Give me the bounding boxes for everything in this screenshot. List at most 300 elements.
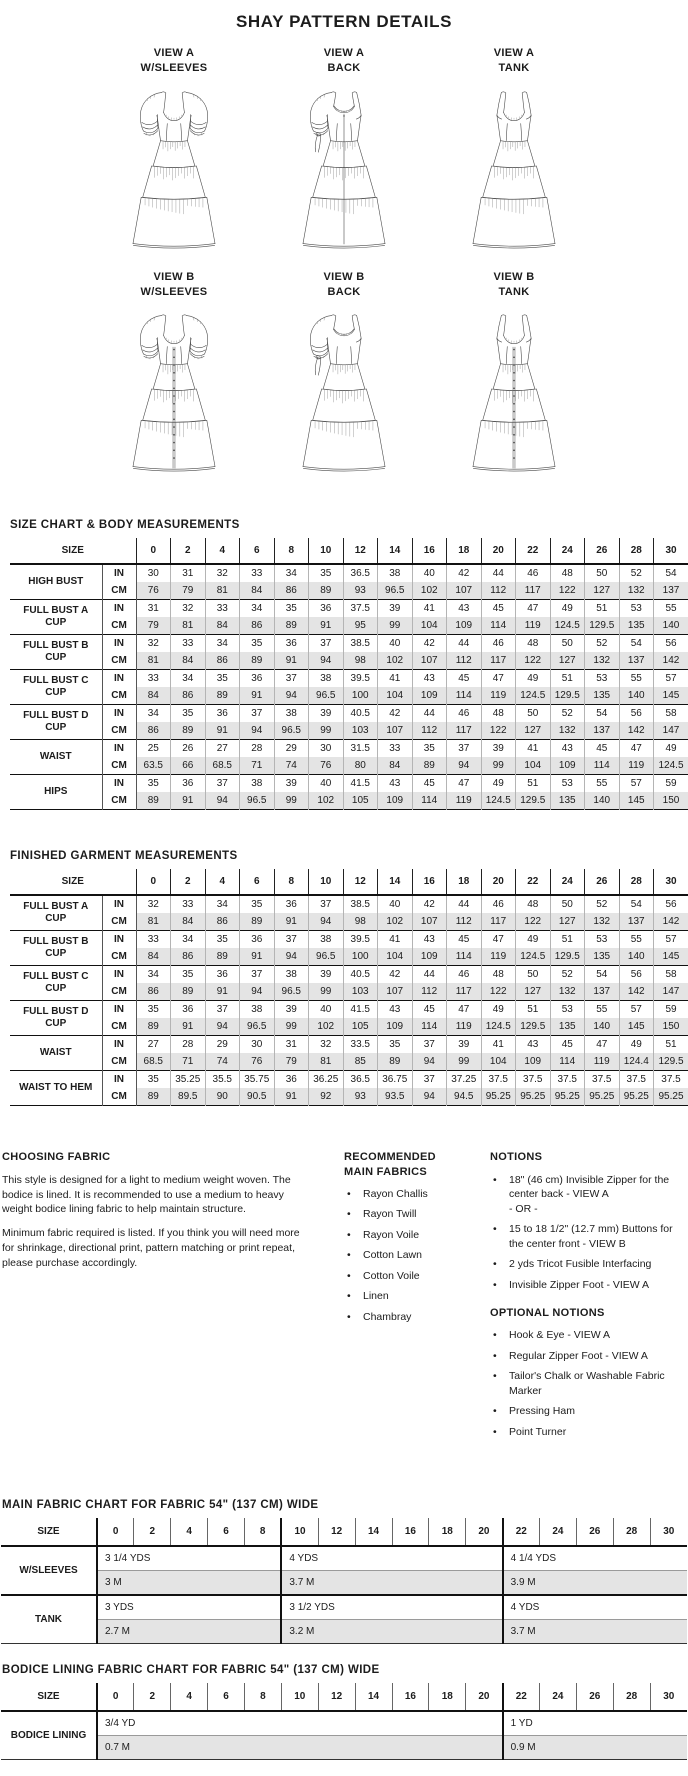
size-header: 8 <box>245 1683 282 1711</box>
measurement-value: 103 <box>343 983 378 1001</box>
measurement-value: 53 <box>550 1001 585 1019</box>
size-header: 22 <box>503 1518 540 1546</box>
measurement-value: 132 <box>585 652 620 670</box>
paragraph: This style is designed for a light to medium weight woven. The bodice is lined. It is recommended to use a medium to heavy weight bodice lining fabric to help maintain structure. <box>2 1173 291 1216</box>
row-label: FULL BUST A CUP <box>10 895 102 931</box>
size-label: SIZE <box>1 1683 97 1711</box>
view-label: VIEW A W/SLEEVES <box>140 47 208 74</box>
measurement-value: 42 <box>412 635 447 653</box>
measurement-value: 51 <box>550 931 585 949</box>
view-label: VIEW B BACK <box>323 270 365 298</box>
measurement-value: 103 <box>343 722 378 740</box>
row-label: W/SLEEVES <box>1 1546 97 1595</box>
measurement-value: 47 <box>447 775 482 793</box>
measurement-value: 30 <box>240 1036 275 1054</box>
measurement-value: 28 <box>171 1036 206 1054</box>
measurement-value: 56 <box>619 966 654 984</box>
measurement-value: 48 <box>516 635 551 653</box>
measurement-value: 117 <box>447 983 482 1001</box>
measurement-value: 35 <box>412 740 447 758</box>
notions-column <box>490 1150 684 1453</box>
measurement-value: 132 <box>550 983 585 1001</box>
unit-label: CM <box>102 687 136 705</box>
table-row <box>1 1711 687 1736</box>
measurement-value: 93.5 <box>378 1088 413 1106</box>
measurement-value: 99 <box>274 1018 309 1036</box>
measurement-value: 26 <box>171 740 206 758</box>
table-row <box>10 722 688 740</box>
bodice-chart-container <box>0 1683 688 1760</box>
measurement-value: 107 <box>378 983 413 1001</box>
measurement-value: 48 <box>481 705 516 723</box>
measurement-value: 94 <box>412 1088 447 1106</box>
measurement-value: 112 <box>447 652 482 670</box>
measurement-value: 86 <box>205 652 240 670</box>
measurement-value: 48 <box>550 564 585 582</box>
measurement-value: 129.5 <box>516 1018 551 1036</box>
measurement-value: 35.75 <box>240 1071 275 1089</box>
size-header: 16 <box>392 1518 429 1546</box>
measurement-value: 37 <box>205 1001 240 1019</box>
measurement-value: 38 <box>274 705 309 723</box>
measurement-value: 137 <box>654 582 688 600</box>
measurement-value: 122 <box>481 983 516 1001</box>
measurement-value: 84 <box>378 757 413 775</box>
table-row <box>10 792 688 810</box>
measurement-value: 89 <box>309 582 344 600</box>
size-header: 0 <box>97 1683 134 1711</box>
measurement-value: 129.5 <box>654 1053 688 1071</box>
measurement-value: 38.5 <box>343 635 378 653</box>
measurement-value: 81 <box>309 1053 344 1071</box>
measurement-value: 114 <box>550 1053 585 1071</box>
measurement-value: 34 <box>136 966 171 984</box>
dress-illustration-b-tank <box>458 304 570 477</box>
measurement-value: 98 <box>343 913 378 931</box>
size-header: 2 <box>171 869 206 895</box>
measurement-value: 39 <box>447 1036 482 1054</box>
size-header: 20 <box>466 1683 503 1711</box>
list-item: • Tailor's Chalk or Washable Fabric Marker <box>490 1369 684 1398</box>
measurement-value: 122 <box>481 722 516 740</box>
list-item: • Rayon Challis <box>344 1187 466 1201</box>
measurement-value: 147 <box>654 722 688 740</box>
measurement-value: 46 <box>447 705 482 723</box>
measurement-value: 36 <box>240 670 275 688</box>
size-header: 16 <box>412 869 447 895</box>
size-header: 4 <box>171 1683 208 1711</box>
measurement-value: 37.5 <box>550 1071 585 1089</box>
measurement-value: 37.5 <box>343 600 378 618</box>
measurement-value: 127 <box>550 652 585 670</box>
measurement-value: 37.5 <box>654 1071 688 1089</box>
measurement-value: 89 <box>205 687 240 705</box>
size-header: 18 <box>429 1683 466 1711</box>
measurement-value: 43 <box>378 1001 413 1019</box>
size-header: 12 <box>343 538 378 564</box>
yardage-value: 3/4 YD <box>97 1711 503 1736</box>
measurement-value: 104 <box>412 617 447 635</box>
size-header: 30 <box>654 538 688 564</box>
measurement-value: 43 <box>516 1036 551 1054</box>
measurement-value: 49 <box>619 1036 654 1054</box>
measurement-value: 41 <box>378 670 413 688</box>
garment-view-a-sleeves <box>104 46 244 254</box>
measurement-value: 38 <box>309 670 344 688</box>
measurement-value: 117 <box>516 582 551 600</box>
measurement-value: 40 <box>378 635 413 653</box>
table-row <box>10 1053 688 1071</box>
measurement-value: 52 <box>585 895 620 913</box>
unit-label: CM <box>102 757 136 775</box>
yardage-value: 3 1/2 YDS <box>281 1595 502 1620</box>
measurement-value: 53 <box>619 600 654 618</box>
row-label: BODICE LINING <box>1 1711 97 1760</box>
measurement-value: 99 <box>274 792 309 810</box>
measurement-value: 47 <box>516 600 551 618</box>
measurement-value: 51 <box>516 1001 551 1019</box>
measurement-value: 95.25 <box>585 1088 620 1106</box>
measurement-value: 49 <box>481 775 516 793</box>
measurement-value: 79 <box>136 617 171 635</box>
measurement-value: 48 <box>481 966 516 984</box>
measurement-value: 55 <box>619 931 654 949</box>
table-header-row <box>1 1518 687 1546</box>
list-item: • Linen <box>344 1289 466 1303</box>
measurement-value: 119 <box>516 617 551 635</box>
measurement-value: 129.5 <box>550 687 585 705</box>
measurement-value: 45 <box>412 775 447 793</box>
measurement-value: 124.4 <box>619 1053 654 1071</box>
measurement-value: 39 <box>481 740 516 758</box>
measurement-value: 119 <box>585 1053 620 1071</box>
list-item: • Chambray <box>344 1310 466 1324</box>
measurement-value: 119 <box>447 792 482 810</box>
measurement-value: 30 <box>309 740 344 758</box>
measurement-value: 36.5 <box>343 564 378 582</box>
measurement-value: 105 <box>343 1018 378 1036</box>
row-label: HIGH BUST <box>10 564 102 600</box>
measurement-value: 145 <box>654 948 688 966</box>
measurement-value: 54 <box>619 635 654 653</box>
measurement-value: 36 <box>274 635 309 653</box>
measurement-value: 150 <box>654 1018 688 1036</box>
dress-illustration-b-back <box>288 304 400 477</box>
optional-notions-heading: OPTIONAL NOTIONS <box>490 1307 605 1320</box>
measurement-value: 35 <box>136 775 171 793</box>
measurement-value: 124.5 <box>550 617 585 635</box>
measurement-value: 94 <box>274 687 309 705</box>
measurement-value: 84 <box>205 617 240 635</box>
row-label: FULL BUST B CUP <box>10 931 102 966</box>
measurement-value: 89 <box>136 792 171 810</box>
measurement-value: 39.5 <box>343 931 378 949</box>
measurement-value: 86 <box>171 948 206 966</box>
meters-value: 2.7 M <box>97 1620 281 1644</box>
measurement-value: 145 <box>619 1018 654 1036</box>
measurement-value: 91 <box>240 687 275 705</box>
garment-views <box>0 46 688 477</box>
measurement-value: 119 <box>447 1018 482 1036</box>
measurement-value: 33.5 <box>343 1036 378 1054</box>
list-item: • Rayon Voile <box>344 1228 466 1242</box>
table-row <box>10 635 688 653</box>
measurement-value: 63.5 <box>136 757 171 775</box>
unit-label: CM <box>102 722 136 740</box>
measurement-value: 71 <box>240 757 275 775</box>
size-header: 10 <box>309 869 344 895</box>
measurement-value: 35 <box>309 564 344 582</box>
measurement-value: 89 <box>136 1088 171 1106</box>
measurement-value: 91 <box>171 792 206 810</box>
measurement-value: 47 <box>585 1036 620 1054</box>
measurement-value: 35 <box>171 966 206 984</box>
measurement-value: 119 <box>481 687 516 705</box>
unit-label: IN <box>102 1071 136 1089</box>
measurement-value: 117 <box>481 913 516 931</box>
table-row <box>10 670 688 688</box>
measurement-value: 89 <box>240 913 275 931</box>
measurement-value: 124.5 <box>481 792 516 810</box>
measurement-value: 36 <box>309 600 344 618</box>
meters-value: 3.7 M <box>281 1571 502 1596</box>
views-row <box>0 46 688 254</box>
measurement-value: 33 <box>136 931 171 949</box>
size-header: 4 <box>171 1518 208 1546</box>
row-label: FULL BUST C CUP <box>10 670 102 705</box>
measurement-value: 31 <box>274 1036 309 1054</box>
measurement-value: 32 <box>309 1036 344 1054</box>
measurement-value: 34 <box>274 564 309 582</box>
size-header: 28 <box>613 1518 650 1546</box>
measurement-value: 44 <box>412 966 447 984</box>
measurement-value: 33 <box>171 635 206 653</box>
size-header: 26 <box>576 1683 613 1711</box>
size-header: 0 <box>136 869 171 895</box>
measurement-value: 76 <box>240 1053 275 1071</box>
measurement-value: 39.5 <box>343 670 378 688</box>
measurement-value: 86 <box>171 687 206 705</box>
measurement-value: 55 <box>654 600 688 618</box>
size-header: 8 <box>274 869 309 895</box>
measurement-value: 90.5 <box>240 1088 275 1106</box>
measurement-value: 132 <box>619 582 654 600</box>
measurement-value: 44 <box>481 564 516 582</box>
measurement-value: 122 <box>550 582 585 600</box>
size-header: 10 <box>309 538 344 564</box>
measurement-value: 49 <box>516 670 551 688</box>
measurement-value: 79 <box>171 582 206 600</box>
measurement-value: 37 <box>309 895 344 913</box>
garment-view-a-back <box>274 46 414 254</box>
measurement-value: 45 <box>447 670 482 688</box>
measurement-value: 34 <box>205 635 240 653</box>
unit-label: CM <box>102 1088 136 1106</box>
measurement-value: 102 <box>378 652 413 670</box>
measurement-value: 107 <box>378 722 413 740</box>
measurement-value: 39 <box>309 705 344 723</box>
measurement-value: 99 <box>378 617 413 635</box>
measurement-value: 35 <box>205 670 240 688</box>
recommended-fabrics-heading: RECOMMENDED MAIN FABRICS <box>344 1151 436 1178</box>
measurement-value: 95.25 <box>550 1088 585 1106</box>
measurement-value: 32 <box>171 600 206 618</box>
measurement-value: 84 <box>136 948 171 966</box>
unit-label: CM <box>102 983 136 1001</box>
measurement-value: 89 <box>136 1018 171 1036</box>
measurement-value: 99 <box>447 1053 482 1071</box>
table-header-row <box>10 869 688 895</box>
measurement-value: 140 <box>585 792 620 810</box>
size-header: 24 <box>550 538 585 564</box>
measurement-value: 76 <box>309 757 344 775</box>
size-label: SIZE <box>10 869 136 895</box>
measurement-value: 37 <box>412 1036 447 1054</box>
measurement-value: 81 <box>171 617 206 635</box>
table-row <box>10 740 688 758</box>
row-label: HIPS <box>10 775 102 810</box>
size-header: 6 <box>240 869 275 895</box>
measurement-value: 37.5 <box>516 1071 551 1089</box>
measurement-value: 114 <box>447 687 482 705</box>
size-header: 2 <box>134 1683 171 1711</box>
measurement-value: 57 <box>619 1001 654 1019</box>
measurement-value: 109 <box>378 792 413 810</box>
bodice-chart-heading: BODICE LINING FABRIC CHART FOR FABRIC 54" (137 CM) WIDE <box>2 1664 380 1677</box>
size-header: 6 <box>208 1518 245 1546</box>
measurement-value: 49 <box>481 1001 516 1019</box>
measurement-value: 51 <box>585 600 620 618</box>
meters-value: 0.7 M <box>97 1736 503 1760</box>
paragraph: Minimum fabric required is listed. If you think you will need more for shrinkage, directional print, pattern matching or print repeat, please purchase accordingly. <box>2 1227 300 1270</box>
measurement-value: 114 <box>447 948 482 966</box>
measurement-value: 104 <box>481 1053 516 1071</box>
measurement-value: 37 <box>274 670 309 688</box>
measurement-value: 37.25 <box>447 1071 482 1089</box>
unit-label: IN <box>102 564 136 582</box>
measurement-value: 94 <box>240 983 275 1001</box>
unit-label: IN <box>102 966 136 984</box>
measurement-value: 38 <box>240 775 275 793</box>
measurement-value: 32 <box>136 635 171 653</box>
table-row <box>10 895 688 913</box>
measurement-value: 94 <box>309 652 344 670</box>
measurement-value: 76 <box>136 582 171 600</box>
measurement-value: 99 <box>481 757 516 775</box>
measurement-value: 74 <box>274 757 309 775</box>
measurement-value: 43 <box>550 740 585 758</box>
measurement-value: 105 <box>343 792 378 810</box>
view-label: VIEW B W/SLEEVES <box>140 270 208 298</box>
list-item: • Invisible Zipper Foot - VIEW A <box>490 1278 684 1292</box>
measurement-value: 66 <box>171 757 206 775</box>
measurement-value: 109 <box>378 1018 413 1036</box>
measurement-value: 47 <box>619 740 654 758</box>
measurement-value: 50 <box>585 564 620 582</box>
choosing-fabric-column <box>2 1150 304 1453</box>
table-header-row <box>1 1683 687 1711</box>
measurement-value: 124.5 <box>516 687 551 705</box>
garment-view-b-tank <box>444 270 584 478</box>
measurement-value: 114 <box>585 757 620 775</box>
measurement-value: 41 <box>412 600 447 618</box>
measurement-value: 43 <box>412 670 447 688</box>
measurement-value: 94 <box>205 792 240 810</box>
list-item: • Cotton Voile <box>344 1269 466 1283</box>
measurement-value: 36 <box>274 1071 309 1089</box>
measurement-value: 104 <box>378 687 413 705</box>
size-header: 20 <box>481 869 516 895</box>
measurement-value: 140 <box>619 948 654 966</box>
measurement-value: 89 <box>205 948 240 966</box>
measurement-value: 85 <box>343 1053 378 1071</box>
measurement-value: 49 <box>516 931 551 949</box>
measurement-value: 34 <box>136 705 171 723</box>
measurement-value: 42 <box>378 705 413 723</box>
measurement-value: 40 <box>378 895 413 913</box>
measurement-value: 35 <box>136 1001 171 1019</box>
choosing-fabric-text <box>2 1173 304 1271</box>
measurement-value: 37.5 <box>481 1071 516 1089</box>
measurement-value: 91 <box>240 948 275 966</box>
size-header: 6 <box>240 538 275 564</box>
measurement-value: 109 <box>516 1053 551 1071</box>
measurement-value: 94 <box>309 913 344 931</box>
measurement-value: 127 <box>585 582 620 600</box>
measurement-value: 96.5 <box>274 722 309 740</box>
measurement-value: 57 <box>654 670 688 688</box>
measurement-value: 44 <box>447 635 482 653</box>
measurement-value: 32 <box>136 895 171 913</box>
table-header-row <box>10 538 688 564</box>
measurement-value: 36.25 <box>309 1071 344 1089</box>
measurement-value: 150 <box>654 792 688 810</box>
measurement-value: 91 <box>274 652 309 670</box>
measurement-value: 94 <box>240 722 275 740</box>
measurement-value: 102 <box>412 582 447 600</box>
measurement-value: 142 <box>654 652 688 670</box>
table-row <box>10 775 688 793</box>
measurement-value: 89 <box>240 652 275 670</box>
measurement-value: 140 <box>654 617 688 635</box>
size-header: 4 <box>205 869 240 895</box>
measurement-value: 37 <box>274 931 309 949</box>
measurement-value: 35 <box>240 895 275 913</box>
measurement-value: 96.5 <box>378 582 413 600</box>
size-chart-table-container <box>0 538 688 810</box>
measurement-value: 127 <box>550 913 585 931</box>
unit-label: CM <box>102 652 136 670</box>
measurement-value: 56 <box>654 895 688 913</box>
measurement-value: 40 <box>309 1001 344 1019</box>
measurement-value: 46 <box>481 635 516 653</box>
measurement-value: 84 <box>171 652 206 670</box>
measurement-value: 41 <box>378 931 413 949</box>
size-header: 14 <box>378 538 413 564</box>
view-label: VIEW B TANK <box>493 270 535 298</box>
table-row <box>1 1595 687 1620</box>
list-item: • Hook & Eye - VIEW A <box>490 1328 684 1342</box>
list-item: • 18" (46 cm) Invisible Zipper for the center back - VIEW A - OR - <box>490 1173 684 1216</box>
measurement-value: 112 <box>412 983 447 1001</box>
measurement-value: 94 <box>274 948 309 966</box>
measurement-value: 95.25 <box>619 1088 654 1106</box>
measurement-value: 36 <box>274 895 309 913</box>
size-label: SIZE <box>1 1518 97 1546</box>
measurement-value: 59 <box>654 1001 688 1019</box>
measurement-value: 39 <box>378 600 413 618</box>
measurement-value: 104 <box>516 757 551 775</box>
